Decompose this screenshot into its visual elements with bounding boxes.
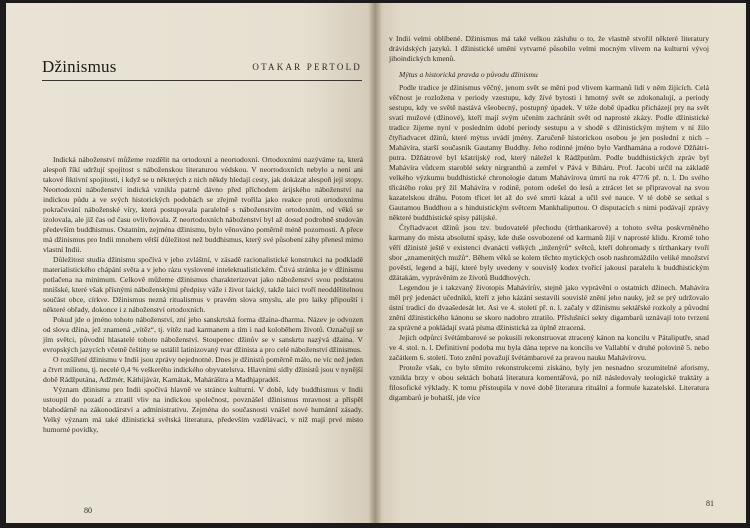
section-heading: Mýtus a historická pravda o původu džinismu bbox=[399, 70, 538, 79]
paragraph: O rozšíření džinismu v Indii jsou zprávy nejednotné. Dnes je džinistů poměrně málo, ne víc než jeden a čtvrt milionu, tj. necelé 0,4 % veškerého indického obyvatelstva. Hlavními sídly džinistů jsou v nynější době Rádžputána, Adžmér, Káthijávár, Karnátak, Maháráštra a Madhjapradéš. bbox=[43, 355, 363, 384]
paragraph: Význam džinismu pro Indii spočívá hlavně ve stránce kulturní. V době, kdy buddhismus v Indii ustoupil do pozadí a ztratil vliv na indickou společnost, povznášel džinismus mravnost a přispěl blahodárně na zákonodárství a administrativu. Zejména do současnosti vnášel nové humánní zásady. Velký význam má také džinistická světská literatura, především vzdělávací, v níž mají prvé místo humorné povídky, bbox=[43, 385, 363, 434]
book-gutter bbox=[368, 3, 382, 523]
chapter-header bbox=[42, 57, 362, 77]
book-spread bbox=[6, 3, 746, 523]
paragraph: Legendou je i takzvaný životopis Mahávírův, stejně jako vyprávění o ostatních džinech. Mahávíra měl prý jedenáct učedníků, kteří z jeho kázání sestavili souvislé znění jeho nauky, jež se prý udržovalo ústní tradicí do dvaašedesát let. Asi ve 4. století př. n. l. začaly v džinismu sektářské rozkoly a původní znění džinistického kánonu se skoro nadobro ztratilo. Příslušníci sekty digambarů uznávají toto tvrzení za správné a pokládají svatá písma džinistická za úplně ztracená. bbox=[389, 283, 709, 332]
header-rule bbox=[42, 80, 362, 81]
right-page bbox=[375, 3, 746, 523]
chapter-author: OTAKAR PERTOLD bbox=[252, 62, 362, 72]
paragraph: v Indii velmi oblíbené. Džinismus má také velkou zásluhu o to, že vlastně stvořil některé literatury drávidských jazyků. I džinistické umění vytvarné působilo velmi mocným vlivem na kulturní vývoj jihoindických kmenů. bbox=[389, 34, 709, 63]
left-page bbox=[6, 3, 375, 523]
paragraph: Důležitost studia džinismu spočívá v jeho zvláštní, v zásadě racionalistické konstrukci na podkladě materialistického chápání světa a v jeho rázu vyslovené intelektualistickém. Čtivá stránka je v džinismu potlačena na minimum. Celkově můžeme džinismus charakterizovat jako náboženství svou podstatou mnišské, které však přísnými náboženskými předpisy váže i život laický, takže laici tvoří neoddělitelnou součást obce, církve. Džinismus nezná ritualismus v pravém slova smyslu, ale pro laiky připouští i některé obřady, dokonce i z náboženství ortodoxních. bbox=[43, 255, 363, 314]
left-body-text bbox=[43, 155, 363, 435]
paragraph: Jejich odpůrci švétámbarové se pokusili rekonstruovat ztracený kánon na koncilu v Pátaliputře, snad ve 4. stol. n. l. Definitivní podoba mu byla dána teprve na koncilu ve Vallabhí v druhé polovině 5. nebo začátkem 6. století. Toto znění považují švétámbarové za pravou nauku Mahávírovu. bbox=[389, 333, 709, 362]
page-number-left: 80 bbox=[84, 506, 92, 515]
paragraph: Indická náboženství můžeme rozdělit na ortodoxní a neortodoxní. Ortodoxními nazýváme ta, která alespoň říkí udržují spojitost s náboženskou literaturou védskou. V neortodoxních nebylo a není ani takové fiktivní spojitosti, i když se u některých z nich někdy hledají cesty, jak dokázat alespoň její stopy. Neortodoxní náboženství indická vznikla patrně dávno před příchodem árijského náboženství na indickou půdu a ve svých historických podobách se zřejmě tvořila jako reakce proti ortodoxnímu pokračování náboženské víry, která postupovala paralelně s náboženstvím ortodoxním, od věků se izolovala, ale již čas od času ovlivňovala. Z neortodoxních náboženství byl až dosud podrobně studován především buddhismus. Ostatním, zejména džinismu, bylo věnováno poměrně méně pozornosti. A přece má džinismus pro Indii mnohem větší důležitost než buddhismus, který své působení záhy přenesl mimo vlastní Indii. bbox=[43, 155, 363, 254]
paragraph: Protože však, co bylo těmito rekonstrukcemi získáno, byly jen nesnadno srozumitelné aforismy, vznikla brzy v obou sektách bohatá literatura komentářová, po níž následovaly teologické traktáty a filosofické výklady. K tomu přistoupila v nové době literatura rituální a formule kazatelské. Literatura digambarů je bohatší, jde více bbox=[389, 363, 709, 402]
right-body-text bbox=[389, 34, 709, 403]
paragraph: Podle tradice je džinismus věčný, jenom svět se mění pod vlivem karmanů lidí v něm žijících. Celá věčnost je rozložena v periody vzestupu, kdy žívé bytosti i hmotný svět se zdokonalují, a periody sestupu, kdy ve světě nastává všeobecný, postupný úpadek. V téže době úpadku přicházejí pry na svět svatí mužové (džinové), kteří mají svým učením zachránit svět od naprosté zkázy. Podle džinistické tradice žijeme nyní v posledním údobí periody sestupu a v shodě s džinistickým mýtem v ní žilo čtyřiadvacet džinů, které mýtus uvádí jmény. Zaručeně historickou osobou je jen poslední z nich – Mahávíra, starší současník Gautamy Buddhy. Jeho rodinné jméno bylo Vardhamána a rodové Džňátri-putra. Džňátrové byl kšatrijský rod, který náležel k Rádžputům. Podle buddhistických zpráv byl Mahávíra vůdcem staroblé sekty nirgranthů a zemřel v Pává v Biháru. Prof. Jacobi určil na základě velkého výzkumu buddhistické chronologie datum Mahávírova úmrtí na rok 477/6 př. n. l. Do svého třicátého roku prý žil Mahávíra v rodině, potom odešel do lesů a ztrácet let se připravoval na svou kazatelskou dráhu. Potom třicet let až do své smrti kázal a učil své nauce. V té době se setkal s Gautamou Buddhou a s hinduistickým světcem Mankhaliputtou. O disputacích s nimi podávají zprávy některé buddhistické spisy pálijské. bbox=[389, 83, 709, 222]
page-number-right: 81 bbox=[706, 499, 714, 508]
paragraph: Pokud jde o jméno tohoto náboženství, zní jeho sanskrtská forma džaina-dharma. Název je odvozen od slova džina, jež znamená „vítěz“, tj. vítěz nad karmanem a tím i nad koloběhem životů. Označují se jím světci, původní hlasatelé tohoto náboženství. Stoupenec džinův se v sanskrtu nazývá džaina. V evropských jazycích včetně češtiny se ustálil latinizovaný tvar džinista a pro celé náboženství džinismus. bbox=[43, 315, 363, 354]
chapter-title: Džinismus bbox=[42, 57, 117, 76]
paragraph: Čtyřiadvacet džinů jsou tzv. budovatelé přechodu (tírthankarové) a tohoto světa poskvrněného karmany do místa absolutní spásy, kde duše osvobozené od karmanů žijí v naprosté klidu. Kromě toho věří džinisté ještě v existenci dvanácti velkých „inženýrů“ světců, kteří dohromady s tírthankary tvoří sbor „znamenitých mužů“. Během věků se kolem těchto mytických osob nashromáždilo veliké množství pověstí, legend a bájí, které byly uvedeny v souvislý kodex tvořící jakousi paralelu k buddhistickým džátakám, vyprávěním ze životů Buddhových. bbox=[389, 223, 709, 282]
